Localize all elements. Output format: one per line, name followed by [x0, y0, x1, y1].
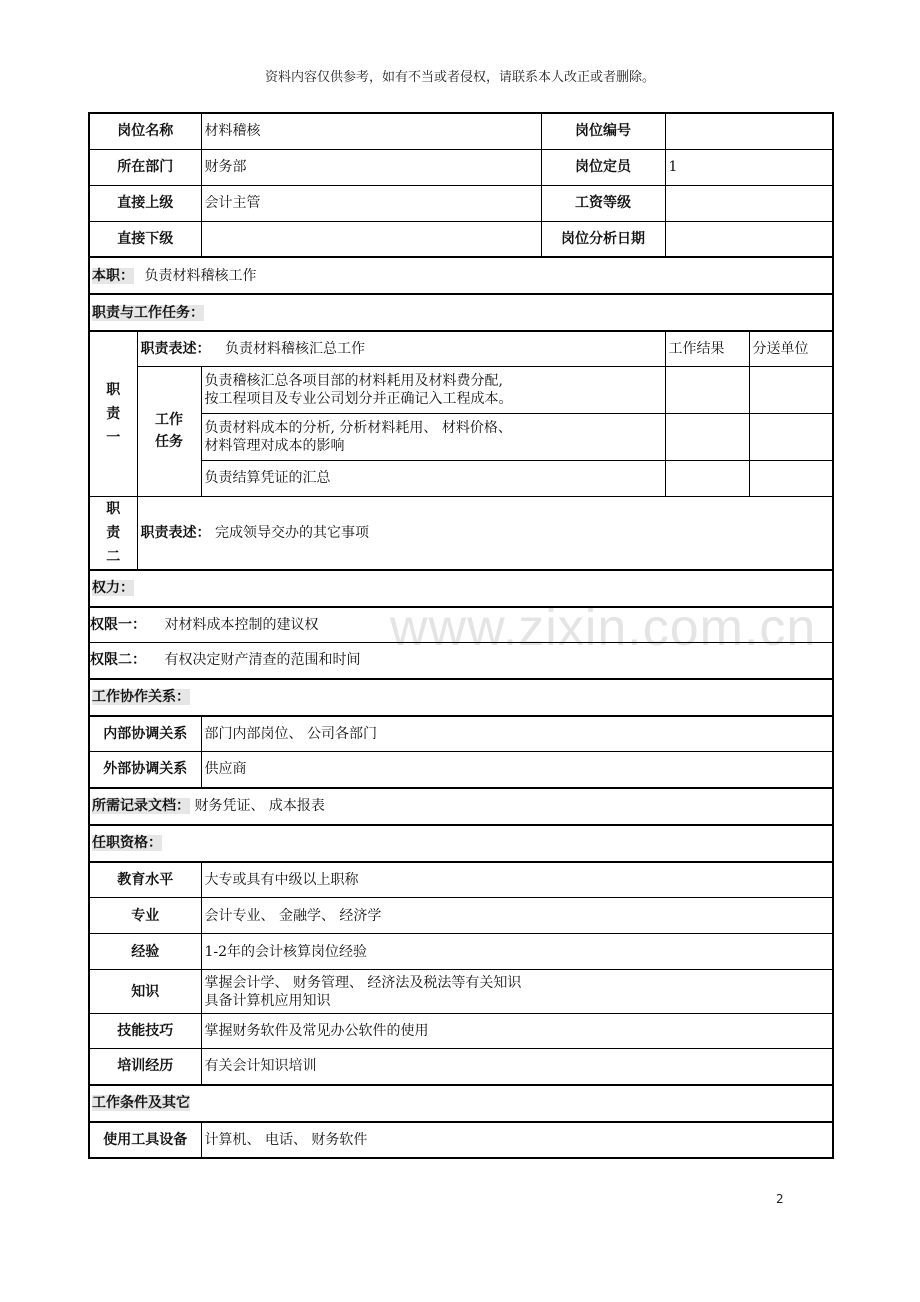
- row-conditions-title: [89, 1085, 833, 1122]
- value-core-duty: 负责材料稽核工作: [144, 267, 257, 284]
- duty1-desc-label: 职责表述：: [140, 340, 211, 357]
- task-1: 负责稽核汇总各项目部的材料耗用及材料费分配, 按工程项目及专业公司划分并正确记入工程成本。: [201, 366, 665, 413]
- duty1-label: 职 责 一: [89, 331, 137, 496]
- row-internal-relations: [89, 716, 833, 752]
- value-position-code: [665, 113, 833, 149]
- task-3-result: [665, 460, 749, 496]
- label-position-code: 岗位编号: [541, 113, 665, 149]
- label-headcount: 岗位定员: [541, 149, 665, 185]
- duty1-desc-value: 负责材料稽核汇总工作: [224, 340, 365, 357]
- label-department: 所在部门: [89, 149, 201, 185]
- value-salary-grade: [665, 185, 833, 221]
- label-internal-relations: 内部协调关系: [89, 716, 201, 752]
- task-3-distribution: [749, 460, 833, 496]
- row-duty2: [89, 496, 833, 570]
- row-knowledge: [89, 970, 833, 1014]
- row-task-2: [89, 413, 833, 460]
- row-subordinate: [89, 221, 833, 257]
- header-disclaimer: 资料内容仅供参考，如有不当或者侵权，请联系本人改正或者删除。: [264, 70, 655, 85]
- value-superior: 会计主管: [201, 185, 541, 221]
- value-internal-relations: 部门内部岗位、 公司各部门: [201, 716, 833, 752]
- task-2: 负责材料成本的分析, 分析材料耗用、 材料价格、 材料管理对成本的影响: [201, 413, 665, 460]
- power-1-label: 权限一：: [90, 616, 146, 633]
- value-tools: 计算机、 电话、 财务软件: [201, 1122, 833, 1158]
- row-skill: [89, 1014, 833, 1049]
- row-qualification-title: [89, 825, 833, 862]
- duty2-desc-value: 完成领导交办的其它事项: [214, 524, 369, 541]
- section-conditions-title: 工作条件及其它: [92, 1095, 190, 1111]
- task-1-distribution: [749, 366, 833, 413]
- header-distribution: 分送单位: [749, 331, 833, 366]
- value-external-relations: 供应商: [201, 752, 833, 788]
- row-department: [89, 149, 833, 185]
- label-major: 专业: [89, 898, 201, 934]
- label-core-duty: 本职：: [92, 267, 134, 284]
- row-external-relations: [89, 752, 833, 788]
- row-task-1: [89, 366, 833, 413]
- section-power-title: 权力：: [92, 580, 134, 596]
- row-experience: [89, 934, 833, 970]
- value-knowledge: 掌握会计学、 财务管理、 经济法及税法等有关知识 具备计算机应用知识: [201, 970, 833, 1014]
- label-experience: 经验: [89, 934, 201, 970]
- value-experience: 1-2年的会计核算岗位经验: [201, 934, 833, 970]
- value-department: 财务部: [201, 149, 541, 185]
- row-relations-title: [89, 679, 833, 716]
- label-education: 教育水平: [89, 862, 201, 898]
- job-description-form: [88, 112, 832, 1159]
- row-training: [89, 1049, 833, 1085]
- row-task-3: [89, 460, 833, 496]
- page-number: 2: [776, 1192, 784, 1206]
- value-position-name: 材料稽核: [201, 113, 541, 149]
- label-skill: 技能技巧: [89, 1014, 201, 1049]
- power-1-value: 对材料成本控制的建议权: [164, 616, 319, 633]
- row-duty1-desc: [89, 331, 833, 366]
- watermark: www.zixin.com.cn: [390, 599, 817, 657]
- section-duties-title: 职责与工作任务：: [92, 304, 204, 321]
- label-external-relations: 外部协调关系: [89, 752, 201, 788]
- task-1-result: [665, 366, 749, 413]
- label-superior: 直接上级: [89, 185, 201, 221]
- job-table: [88, 112, 834, 1159]
- label-records: 所需记录文档：: [92, 798, 190, 814]
- value-skill: 掌握财务软件及常见办公软件的使用: [201, 1014, 833, 1049]
- task-2-result: [665, 413, 749, 460]
- duty2-label: 职 责 二: [89, 496, 137, 570]
- value-subordinate: [201, 221, 541, 257]
- row-major: [89, 898, 833, 934]
- row-records: [89, 788, 833, 825]
- task-2-distribution: [749, 413, 833, 460]
- row-education: [89, 862, 833, 898]
- value-major: 会计专业、 金融学、 经济学: [201, 898, 833, 934]
- header-work-result: 工作结果: [665, 331, 749, 366]
- label-subordinate: 直接下级: [89, 221, 201, 257]
- power-2-label: 权限二：: [90, 652, 146, 669]
- row-core-duty: [89, 257, 833, 294]
- row-tools: [89, 1122, 833, 1158]
- row-power-title: [89, 570, 833, 607]
- value-records: 财务凭证、 成本报表: [194, 798, 325, 814]
- label-salary-grade: 工资等级: [541, 185, 665, 221]
- label-training: 培训经历: [89, 1049, 201, 1085]
- section-relations-title: 工作协作关系：: [92, 689, 190, 705]
- power-2-value: 有权决定财产清查的范围和时间: [164, 652, 361, 669]
- label-position-name: 岗位名称: [89, 113, 201, 149]
- task-3: 负责结算凭证的汇总: [201, 460, 665, 496]
- row-superior: [89, 185, 833, 221]
- value-education: 大专或具有中级以上职称: [201, 862, 833, 898]
- value-training: 有关会计知识培训: [201, 1049, 833, 1085]
- value-analysis-date: [665, 221, 833, 257]
- label-tools: 使用工具设备: [89, 1122, 201, 1158]
- section-qualification-title: 任职资格：: [92, 835, 162, 851]
- row-power-2: [89, 643, 833, 679]
- label-knowledge: 知识: [89, 970, 201, 1014]
- row-power-1: [89, 607, 833, 643]
- value-headcount: 1: [665, 149, 833, 185]
- label-analysis-date: 岗位分析日期: [541, 221, 665, 257]
- row-duties-title: [89, 294, 833, 331]
- row-position-name: [89, 113, 833, 149]
- duty2-desc-label: 职责表述：: [140, 524, 211, 541]
- task-label: 工作 任务: [137, 366, 201, 496]
